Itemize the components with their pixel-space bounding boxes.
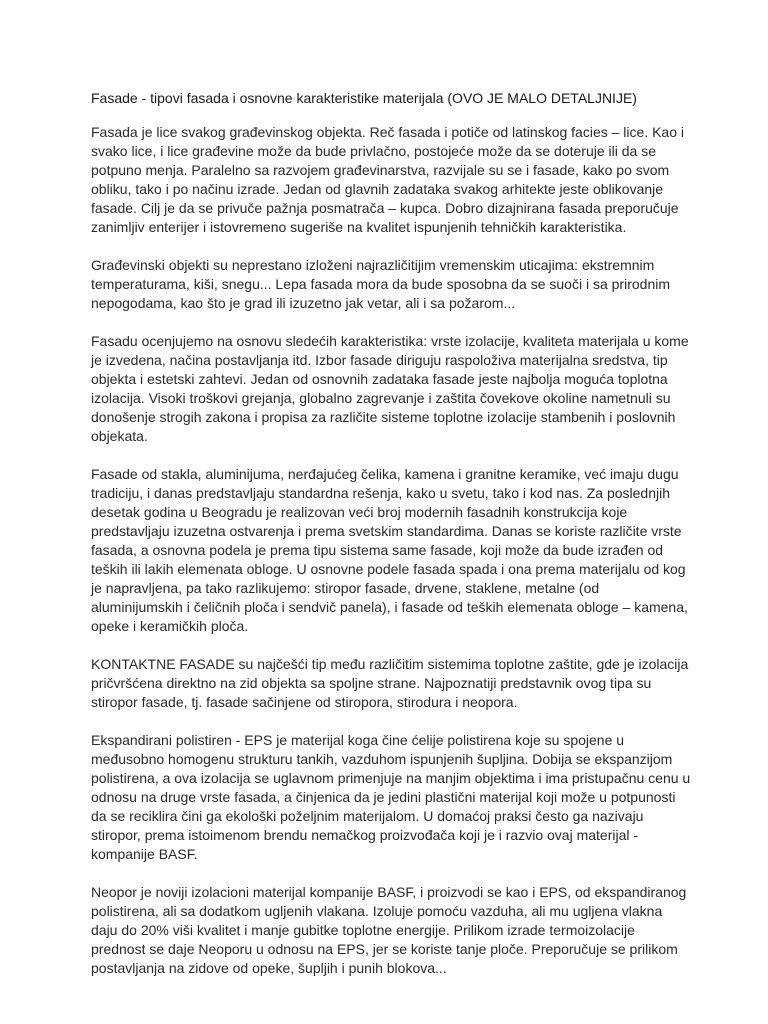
paragraph-eps: Ekspandirani polistiren - EPS je materijal koga čine ćelije polistirena koje su spojene u međusobno homogenu strukturu tankih, vazduhom ispunjenih šupljina. Dobija se ekspanzijom polistirena, a ova izolacija se uglavnom primenjuje na manjim objektima i ima pristupačnu cenu u odnosu na druge vrste fasada, a činjenica da je jedini plastični materijal koji može u potpunosti da se reciklira čini ga ekološki poželjnim materijalom. U domaćoj praksi često ga nazivaju stiropor, prema istoimenom brendu nemačkog proizvođača koji je i razvio ovaj materijal - kompanije BASF.	[91, 732, 691, 862]
paragraph-materials: Fasade od stakla, aluminijuma, nerđajućeg čelika, kamena i granitne keramike, već imaju dugu tradiciju, i danas predstavljaju standardna rešenja, kako u svetu, tako i kod nas. Za poslednjih desetak godina u Beogradu je realizovan veći broj modernih fasadnih konstrukcija koje predstavljaju izuzetna ostvarenja i prema svetskim standardima. Danas se koriste različite vrste fasada, a osnovna podela je prema tipu sistema same fasade, koji može da bude izrađen od teških ili lakih elemenata obloge. U osnovne podele fasada spada i ona prema materijalu od kog je napravljena, pa tako razlikujemo: stiropor fasade, drvene, staklene, metalne (od aluminijumskih i čeličnih ploča i sendvič panela), i fasade od teških elemenata obloge – kamena, opeke i keramičkih ploča.	[91, 466, 688, 634]
paragraph-contact-facades: KONTAKTNE FASADE su najčešći tip među različitim sistemima toplotne zaštite, gde je izolacija pričvršćena direktno na zid objekta sa spoljne strane. Najpoznatiji predstavnik ovog tipa su stiropor fasade, tj. fasade sačinjene od stiropora, stirodura i neopora.	[91, 656, 689, 710]
paragraph-neopor: Neopor je noviji izolacioni materijal kompanije BASF, i proizvodi se kao i EPS, od ekspandiranog polistirena, ali sa dodatkom ugljenih vlakana. Izoluje pomoću vazduha, ali mu ugljena vlakna daju do 20% viši kvalitet i manje gubitke toplotne energije. Prilikom izrade termoizolacije prednost se daje Neoporu u odnosu na EPS, jer se koriste tanje ploče. Preporučuje se prilikom postavljanja na zidove od opeke, šupljih i punih blokova...	[91, 884, 687, 976]
paragraph-weather: Građevinski objekti su neprestano izloženi najrazličitijim vremenskim uticajima: ekstremnim temperaturama, kiši, snegu... Lepa fasada mora da bude sposobna da se suoči i sa prirodnim nepogodama, kao što je grad ili izuzetno jak vetar, ali i sa požarom...	[91, 257, 670, 311]
document-title: Fasade - tipovi fasada i osnovne karakteristike materijala (OVO JE MALO DETALJNIJE)	[91, 90, 637, 106]
paragraph-evaluation: Fasadu ocenjujemo na osnovu sledećih karakteristika: vrste izolacije, kvaliteta materijala u kome je izvedena, načina postavljanja itd. Izbor fasade diriguju raspoloživa materijalna sredstva, tip objekta i estetski zahtevi. Jedan od osnovnih zadataka fasade jeste najbolja moguća toplotna izolacija. Visoki troškovi grejanja, globalno zagrevanje i zaštita čovekove okoline nametnuli su donošenje strogih zakona i propisa za različite sisteme toplotne izolacije stambenih i poslovnih objekata.	[91, 333, 689, 444]
document-page	[91, 89, 691, 997]
paragraph-intro: Fasada je lice svakog građevinskog objekta. Reč fasada i potiče od latinskog facies – lice. Kao i svako lice, i lice građevine može da bude privlačno, postojeće može da se doteruje ili da se potpuno menja. Paralelno sa razvojem građevinarstva, razvijale su se i fasade, kako po svom obliku, tako i po načinu izrade. Jedan od glavnih zadataka svakog arhitekte jeste oblikovanje fasade. Cilj je da se privuče pažnja posmatrača – kupca. Dobro dizajnirana fasada preporučuje zanimljiv enterijer i istovremeno sugeriše na kvalitet ispunjenih tehničkih karakteristika.	[91, 124, 685, 235]
